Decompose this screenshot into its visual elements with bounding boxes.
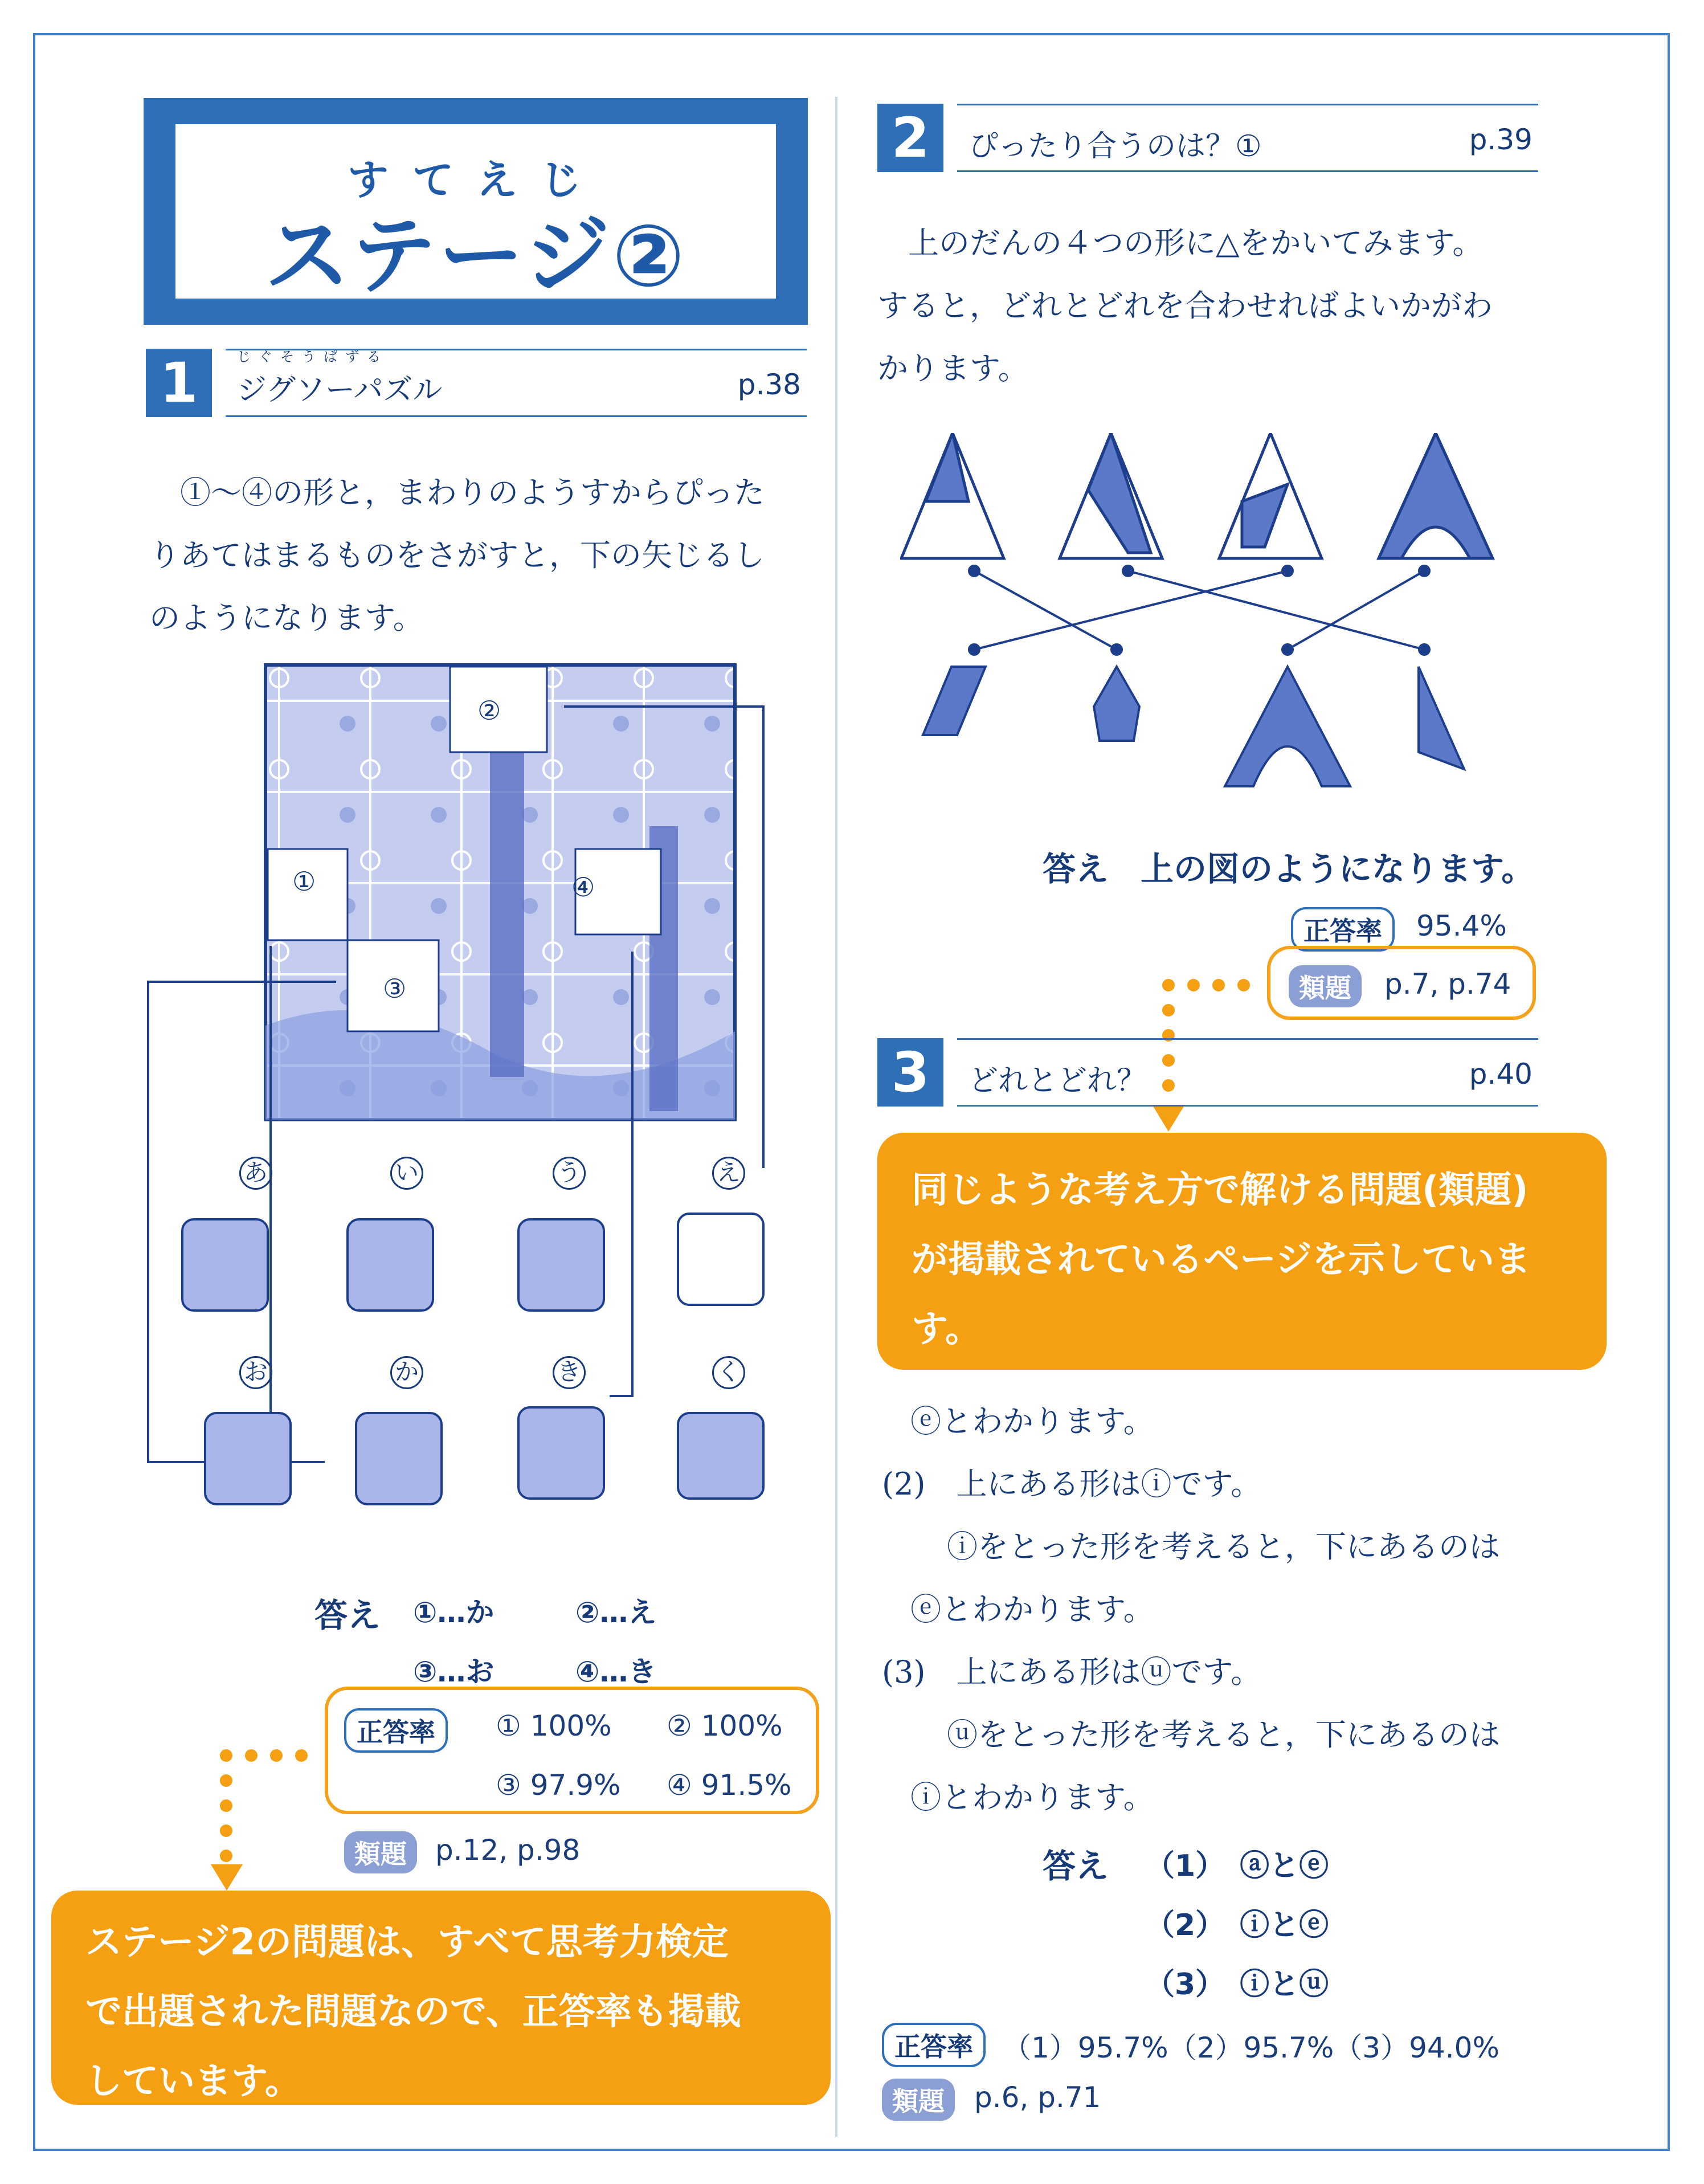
title-inner xyxy=(172,121,779,306)
divider xyxy=(226,415,807,417)
jigsaw-puzzle-figure xyxy=(142,655,815,1544)
answer-label: 答え xyxy=(1043,850,1109,888)
dot xyxy=(220,1850,232,1862)
text-line: かります。 xyxy=(877,350,1029,386)
section-3-callout xyxy=(877,1133,1607,1370)
answer-item: ④…き xyxy=(575,1655,657,1688)
answer-item: （1） ⓐとⓔ xyxy=(1145,1849,1329,1883)
piece-ka xyxy=(356,1413,442,1504)
callout-line: しています。 xyxy=(85,2060,301,2103)
dot xyxy=(245,1749,258,1762)
answer-item: （2） ⓘとⓔ xyxy=(1145,1908,1329,1942)
triangle-matching-figure xyxy=(900,433,1538,798)
shape-arch xyxy=(1225,667,1350,786)
text-line: ①～④の形と，まわりのようすからぴった xyxy=(180,475,765,511)
shape-parallelogram xyxy=(923,667,986,735)
section-2-header xyxy=(877,104,1538,172)
dot xyxy=(1237,979,1250,991)
section-title-ruby: じぐそうぱずる xyxy=(237,349,389,365)
section-number: 2 xyxy=(877,104,943,172)
callout-line: す。 xyxy=(912,1308,982,1350)
rate-item: ② 100% xyxy=(667,1709,783,1742)
shape-pentagon xyxy=(1094,667,1139,741)
text-line: ⓤをとった形を考えると，下にあるのは xyxy=(916,1717,1500,1753)
piece-ku xyxy=(678,1413,763,1499)
ruidai-badge: 類題 xyxy=(1289,965,1362,1007)
page-reference: p.38 xyxy=(737,368,801,401)
text-line: 上のだんの４つの形に△をかいてみます。 xyxy=(908,225,1484,261)
piece-u xyxy=(518,1219,604,1311)
puzzle-label-1: ① xyxy=(292,866,316,897)
correct-rate-badge: 正答率 xyxy=(344,1708,448,1753)
section-1-text xyxy=(149,462,810,650)
answer-label: 答え xyxy=(1043,1847,1109,1885)
text-line: ⓘをとった形を考えると，下にあるのは xyxy=(916,1529,1500,1565)
shape-wedge xyxy=(1419,667,1464,769)
arrow-down-icon xyxy=(211,1864,243,1891)
ruidai-badge: 類題 xyxy=(344,1831,417,1873)
divider xyxy=(957,170,1538,172)
correct-rate-badge: 正答率 xyxy=(882,2023,986,2067)
callout-line: ステージ2の問題は、すべて思考力検定 xyxy=(85,1921,729,1963)
ruidai-pages: p.6, p.71 xyxy=(974,2081,1101,2114)
section-title: どれとどれ？ xyxy=(969,1064,1147,1098)
piece-label-e: え xyxy=(712,1157,745,1190)
puzzle-label-3: ③ xyxy=(383,973,407,1004)
section-title: ジグソーパズル xyxy=(237,373,443,407)
piece-label-ku: く xyxy=(712,1356,745,1389)
section-2-text xyxy=(877,212,1550,400)
stage-title-box xyxy=(144,98,808,325)
text-line: のようになります。 xyxy=(149,600,424,636)
text-line: ⓔとわかります。 xyxy=(910,1591,1154,1627)
dot xyxy=(1187,979,1200,991)
section-1-callout xyxy=(51,1891,831,2105)
piece-label-u: う xyxy=(553,1157,586,1190)
dot xyxy=(270,1749,283,1762)
piece-label-ka: か xyxy=(390,1356,423,1389)
text-line: りあてはまるものをさがすと，下の矢じるし xyxy=(149,537,765,573)
answer-item: （3） ⓘとⓤ xyxy=(1145,1967,1329,2002)
callout-line: 同じような考え方で解ける問題(類題) xyxy=(912,1169,1529,1211)
divider xyxy=(957,1038,1538,1040)
puzzle-label-2: ② xyxy=(477,695,501,726)
answer-item: ②…え xyxy=(575,1596,657,1629)
divider xyxy=(957,1105,1538,1107)
arrow-down-icon xyxy=(1153,1105,1184,1132)
piece-label-a: あ xyxy=(239,1157,272,1190)
piece-label-ki: き xyxy=(553,1356,586,1389)
text-line: ⓔとわかります。 xyxy=(910,1403,1154,1439)
rate-item: ① 100% xyxy=(496,1709,612,1742)
divider xyxy=(957,104,1538,105)
dot xyxy=(1162,1004,1175,1017)
answer-label: 答え xyxy=(314,1596,381,1635)
section-3-header xyxy=(877,1038,1538,1107)
section-number: 1 xyxy=(146,349,212,417)
text-line: (3) 上にある形はⓤです。 xyxy=(882,1654,1262,1690)
dot xyxy=(220,1749,232,1762)
dot xyxy=(220,1774,232,1787)
puzzle-label-4: ④ xyxy=(571,872,595,903)
text-line: すると，どれとどれを合わせればよいかがわ xyxy=(877,288,1493,324)
dot xyxy=(1162,979,1175,991)
text-line: ⓘとわかります。 xyxy=(910,1779,1154,1815)
ruidai-pages: p.12, p.98 xyxy=(435,1834,581,1867)
rate-values: （1）95.7%（2）95.7%（3）94.0% xyxy=(1003,2031,1499,2064)
answer-text: 上の図のようになります。 xyxy=(1141,850,1535,888)
piece-o xyxy=(205,1413,291,1504)
text-line: (2) 上にある形はⓘです。 xyxy=(882,1466,1262,1502)
rate-item: ④ 91.5% xyxy=(667,1769,792,1802)
page-title: ステージ② xyxy=(264,207,687,306)
piece-a xyxy=(182,1219,268,1311)
page-reference: p.39 xyxy=(1469,123,1533,156)
dot xyxy=(220,1799,232,1812)
piece-e xyxy=(678,1214,763,1305)
title-ruby: すてえじ xyxy=(347,156,604,204)
section-title: ぴったり合うのは？① xyxy=(969,129,1262,164)
section-number: 3 xyxy=(877,1038,943,1107)
piece-label-i: い xyxy=(390,1157,423,1190)
ruidai-pages: p.7, p.74 xyxy=(1384,968,1511,1001)
answer-item: ①…か xyxy=(413,1596,495,1629)
piece-label-o: お xyxy=(239,1356,272,1389)
section-1-header xyxy=(146,349,807,417)
section-3-text xyxy=(882,1390,1566,1829)
callout-line: が掲載されているページを示していま xyxy=(912,1239,1531,1281)
dot xyxy=(1212,979,1225,991)
dot xyxy=(295,1749,308,1762)
rate-value: 95.4% xyxy=(1416,909,1507,942)
rate-item: ③ 97.9% xyxy=(496,1769,621,1802)
correct-rate-badge: 正答率 xyxy=(1291,907,1395,952)
column-divider xyxy=(835,97,837,2137)
dot xyxy=(220,1824,232,1837)
ruidai-badge: 類題 xyxy=(882,2079,955,2121)
piece-ki xyxy=(518,1407,604,1499)
page-reference: p.40 xyxy=(1469,1058,1533,1091)
piece-i xyxy=(348,1219,433,1311)
answer-item: ③…お xyxy=(413,1655,495,1688)
callout-line: で出題された問題なので、正答率も掲載 xyxy=(85,1991,741,2033)
